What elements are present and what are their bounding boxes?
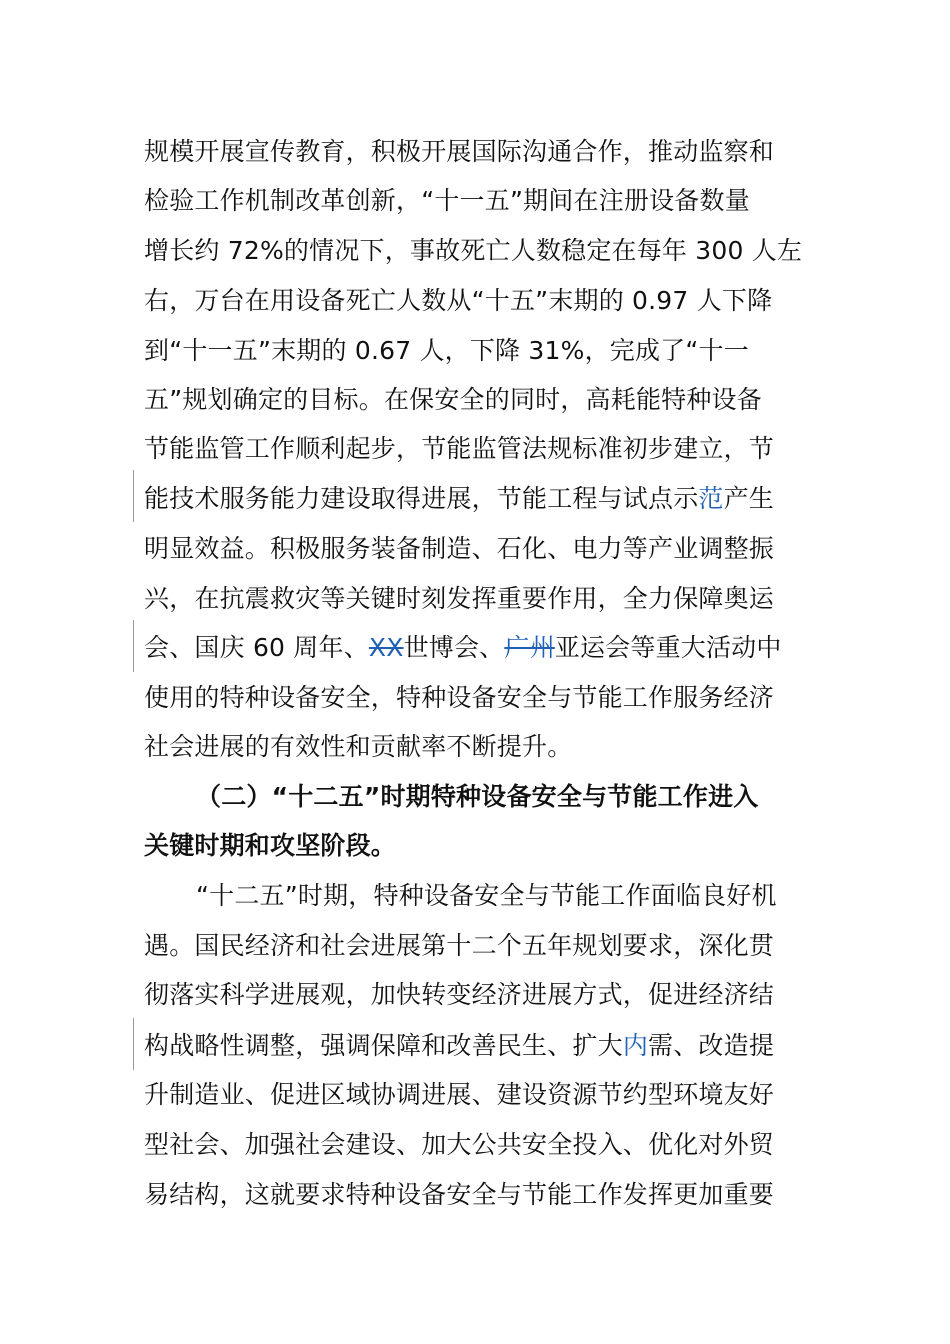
text-line: 遇。国民经济和社会进展第十二个五年规划要求，深化贯 [144,931,775,960]
text-line [144,484,774,514]
paragraph-first-line: “十二五”时期，特种设备安全与节能工作面临良好机 [196,881,777,910]
text-line: 社会进展的有效性和贡献率不断提升。 [144,732,573,761]
section-heading: （二）“十二五”时期特种设备安全与节能工作进入 [196,782,759,811]
text-line: 规模开展宣传教育，积极开展国际沟通合作，推动监察和 [144,137,775,166]
text-line: 五”规划确定的目标。在保安全的同时，高耗能特种设备 [144,385,762,414]
text-line: 彻落实科学进展观，加快转变经济进展方式，促进经济结 [144,980,775,1009]
text-line [144,633,782,663]
text-segment: 能技术服务能力建设取得进展，节能工程与试点示 [144,484,699,513]
text-line: 到“十一五”末期的 0.67 人，下降 31%，完成了“十一 [144,336,749,365]
revised-text: 范 [698,484,724,513]
text-line: 增长约 72%的情况下，事故死亡人数稳定在每年 300 人左 [144,236,803,265]
text-line: 节能监管工作顺利起步，节能监管法规标准初步建立，节 [144,434,775,463]
revision-bar [133,620,134,672]
text-line: 升制造业、促进区域协调进展、建设资源节约型环境友好 [144,1080,775,1109]
text-segment: 需、改造提 [648,1031,775,1060]
text-segment: 会、国庆 60 周年、 [144,633,369,662]
text-segment: 构战略性调整，强调保障和改善民生、扩大 [144,1031,623,1060]
text-line: 兴，在抗震救灾等关键时刻发挥重要作用，全力保障奥运 [144,584,775,613]
text-segment: 世博会、 [403,633,505,662]
text-line: 检验工作机制改革创新，“十一五”期间在注册设备数量 [144,186,750,215]
text-line: 易结构，这就要求特种设备安全与节能工作发挥更加重要 [144,1180,775,1209]
text-segment: 亚运会等重大活动中 [554,633,782,662]
text-line: 使用的特种设备安全，特种设备安全与节能工作服务经济 [144,683,775,712]
text-line: 型社会、加强社会建设、加大公共安全投入、优化对外贸 [144,1130,775,1159]
revision-bar [133,1018,134,1070]
revised-text: 广州 [504,633,555,662]
revised-text: 内 [622,1031,649,1060]
text-line: 右，万台在用设备死亡人数从“十五”末期的 0.97 人下降 [144,286,773,315]
section-heading-continued: 关键时期和攻坚阶段。 [144,831,397,860]
text-segment: 产生 [723,484,775,513]
text-line [144,1031,774,1061]
deleted-text: XX [368,633,404,662]
revision-bar [133,470,134,522]
text-line: 明显效益。积极服务装备制造、石化、电力等产业调整振 [144,534,775,563]
